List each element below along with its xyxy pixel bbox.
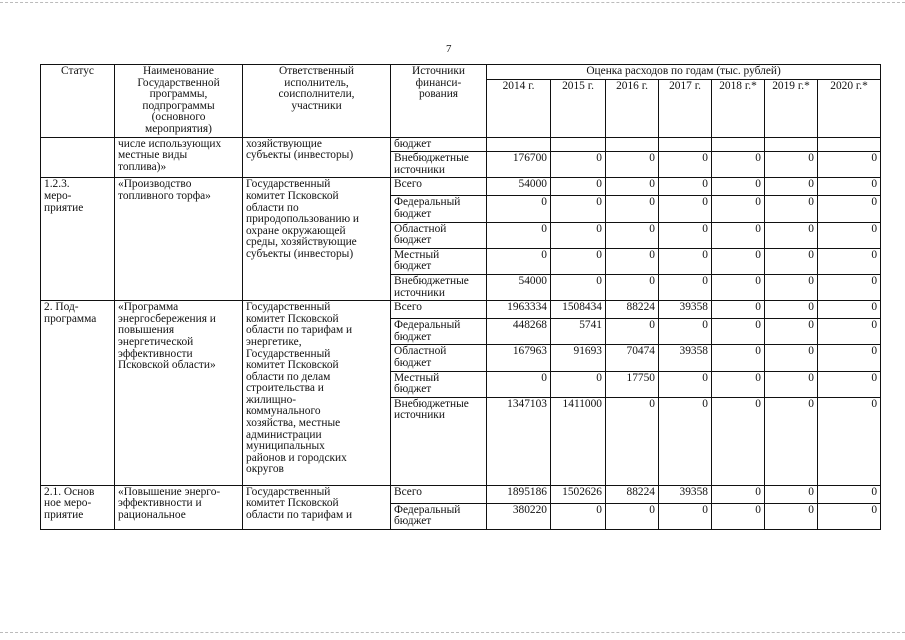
amount-cell: 39358 [659,301,712,319]
amount-cell: 0 [606,319,659,345]
amount-cell: 1502626 [551,485,606,503]
amount-cell: 0 [712,274,765,300]
amount-cell: 0 [818,152,881,178]
amount-cell: 0 [551,371,606,397]
amount-cell: 0 [712,152,765,178]
row-status: 1.2.3. меро- приятие [41,178,115,301]
amount-cell: 0 [606,274,659,300]
amount-cell: 0 [818,397,881,485]
amount-cell: 0 [487,371,551,397]
amount-cell: 0 [712,371,765,397]
funding-source: Федеральный бюджет [391,319,487,345]
funding-source: Федеральный бюджет [391,196,487,222]
amount-cell: 0 [659,222,712,248]
amount-cell: 0 [551,196,606,222]
amount-cell: 0 [551,178,606,196]
row-status [41,137,115,178]
amount-cell [606,137,659,152]
amount-cell: 17750 [606,371,659,397]
amount-cell: 167963 [487,345,551,371]
amount-cell: 0 [818,222,881,248]
amount-cell: 39358 [659,485,712,503]
row-name: «Программа энергосбережения и повышения энергетической эффективности Псковской области» [115,301,243,486]
amount-cell: 1347103 [487,397,551,485]
amount-cell: 0 [551,222,606,248]
amount-cell: 0 [551,503,606,529]
amount-cell: 0 [818,503,881,529]
amount-cell: 39358 [659,345,712,371]
amount-cell: 0 [712,248,765,274]
amount-cell [765,137,818,152]
amount-cell: 0 [712,503,765,529]
amount-cell: 0 [712,222,765,248]
amount-cell: 88224 [606,485,659,503]
amount-cell: 1895186 [487,485,551,503]
amount-cell: 0 [606,222,659,248]
amount-cell: 176700 [487,152,551,178]
amount-cell: 0 [712,319,765,345]
header-year: 2017 г. [659,79,712,137]
row-name: «Производство топливного торфа» [115,178,243,301]
scan-top-edge [0,2,905,3]
amount-cell: 0 [712,196,765,222]
amount-cell: 0 [818,274,881,300]
funding-source: Местный бюджет [391,371,487,397]
row-executor: Государственный комитет Псковской области по тарифам и энергетике, Государственный комитет Псковской области по делам строительства и жилищно- коммунального хозяйства, местные администрации муниципальных районов и городских округов [243,301,391,486]
header-row [41,65,881,80]
amount-cell: 0 [659,371,712,397]
header-year: 2019 г.* [765,79,818,137]
funding-source: Областной бюджет [391,222,487,248]
amount-cell: 0 [818,371,881,397]
page-number: 7 [446,43,452,55]
amount-cell: 0 [659,397,712,485]
amount-cell: 0 [712,345,765,371]
amount-cell: 1411000 [551,397,606,485]
amount-cell: 0 [659,274,712,300]
amount-cell: 0 [712,485,765,503]
amount-cell: 0 [659,248,712,274]
header-sources: Источники финанси- рования [391,65,487,138]
funding-source: Внебюджетные источники [391,397,487,485]
amount-cell: 0 [765,274,818,300]
amount-cell: 0 [606,178,659,196]
amount-cell [659,137,712,152]
amount-cell: 0 [818,196,881,222]
header-year: 2020 г.* [818,79,881,137]
amount-cell: 0 [712,178,765,196]
header-name: Наименование Государственной программы, подпрограммы (основного мероприятия) [115,65,243,138]
amount-cell: 0 [765,178,818,196]
amount-cell: 5741 [551,319,606,345]
amount-cell: 0 [606,196,659,222]
table-row [41,485,881,503]
amount-cell: 0 [487,248,551,274]
header-status: Статус [41,65,115,138]
header-executor: Ответственный исполнитель, соисполнители, участники [243,65,391,138]
amount-cell: 0 [765,371,818,397]
table-row [41,301,881,319]
table-row [41,178,881,196]
row-executor: Государственный комитет Псковской области по тарифам и [243,485,391,529]
amount-cell: 88224 [606,301,659,319]
amount-cell: 0 [765,345,818,371]
row-name: числе использующих местные виды топлива)» [115,137,243,178]
amount-cell: 0 [659,178,712,196]
header-year: 2015 г. [551,79,606,137]
amount-cell [487,137,551,152]
amount-cell: 54000 [487,178,551,196]
amount-cell: 0 [818,345,881,371]
header-year: 2018 г.* [712,79,765,137]
amount-cell: 0 [712,301,765,319]
amount-cell [551,137,606,152]
amount-cell: 0 [606,152,659,178]
amount-cell: 0 [659,196,712,222]
header-estimate: Оценка расходов по годам (тыс. рублей) [487,65,881,80]
amount-cell: 0 [818,485,881,503]
amount-cell: 0 [765,397,818,485]
funding-source: бюджет [391,137,487,152]
amount-cell: 0 [606,248,659,274]
amount-cell: 0 [765,485,818,503]
amount-cell: 0 [606,397,659,485]
row-status: 2. Под- программа [41,301,115,486]
amount-cell: 0 [551,274,606,300]
amount-cell: 0 [765,319,818,345]
amount-cell: 0 [659,319,712,345]
funding-source: Всего [391,301,487,319]
amount-cell: 0 [818,319,881,345]
amount-cell: 0 [765,152,818,178]
amount-cell: 0 [818,301,881,319]
scan-bottom-edge [0,632,905,633]
amount-cell: 1508434 [551,301,606,319]
funding-source: Федеральный бюджет [391,503,487,529]
funding-source: Местный бюджет [391,248,487,274]
amount-cell: 0 [765,301,818,319]
amount-cell: 0 [487,222,551,248]
funding-source: Областной бюджет [391,345,487,371]
amount-cell: 70474 [606,345,659,371]
row-name: «Повышение энерго- эффективности и рациональное [115,485,243,529]
amount-cell: 0 [765,248,818,274]
amount-cell: 91693 [551,345,606,371]
amount-cell [818,137,881,152]
amount-cell: 0 [659,152,712,178]
amount-cell: 0 [551,152,606,178]
funding-source: Всего [391,178,487,196]
amount-cell: 0 [487,196,551,222]
amount-cell: 0 [712,397,765,485]
amount-cell: 0 [606,503,659,529]
header-year: 2016 г. [606,79,659,137]
amount-cell: 0 [818,248,881,274]
amount-cell: 0 [765,196,818,222]
funding-source: Внебюджетные источники [391,274,487,300]
amount-cell [712,137,765,152]
amount-cell: 0 [765,222,818,248]
amount-cell: 0 [659,503,712,529]
amount-cell: 1963334 [487,301,551,319]
amount-cell: 380220 [487,503,551,529]
funding-source: Внебюджетные источники [391,152,487,178]
table-row [41,137,881,152]
row-executor: Государственный комитет Псковской области по природопользованию и охране окружающей среды, хозяйствующие субъекты (инвесторы) [243,178,391,301]
row-status: 2.1. Основ ное меро- приятие [41,485,115,529]
amount-cell: 0 [765,503,818,529]
header-year: 2014 г. [487,79,551,137]
row-executor: хозяйствующие субъекты (инвесторы) [243,137,391,178]
amount-cell: 54000 [487,274,551,300]
amount-cell: 0 [818,178,881,196]
amount-cell: 0 [551,248,606,274]
budget-table [40,64,881,530]
funding-source: Всего [391,485,487,503]
amount-cell: 448268 [487,319,551,345]
